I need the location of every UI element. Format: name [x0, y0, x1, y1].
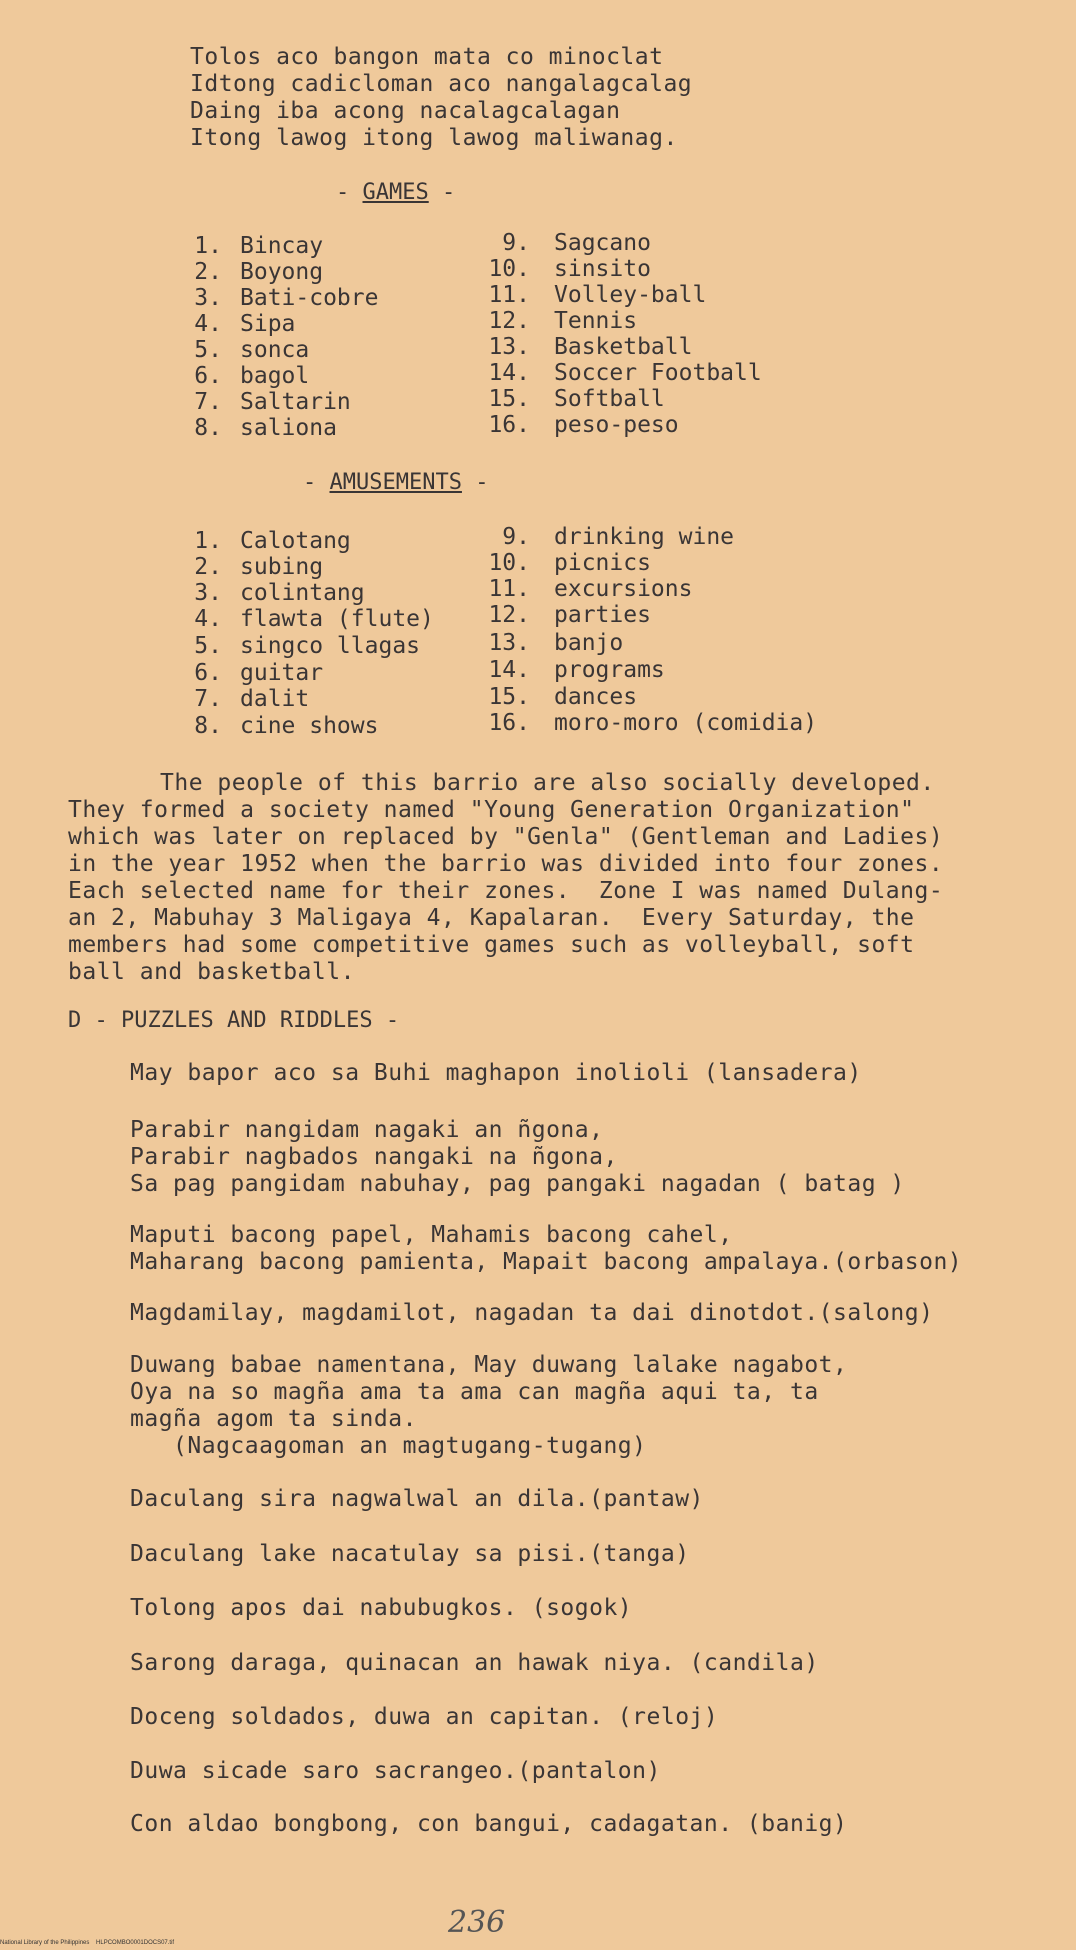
paragraph-line: Each selected name for their zones. Zone I was named Dulang-	[68, 878, 944, 904]
amusement-name: banjo	[554, 630, 624, 656]
game-name: Sipa	[240, 311, 296, 337]
riddle-line: Tolong apos dai nabubugkos. (sogok)	[130, 1595, 633, 1621]
poem-line: Idtong cadicloman aco nangalagcalag	[190, 71, 693, 97]
amusement-name: guitar	[240, 660, 324, 686]
game-number: 11.	[488, 282, 530, 308]
riddle-line: Con aldao bongbong, con bangui, cadagatan. (banig)	[130, 1811, 848, 1837]
game-number: 16.	[488, 412, 530, 438]
amusement-name: picnics	[554, 550, 651, 576]
game-name: Saltarin	[240, 389, 351, 415]
riddle-line: Duwang babae namentana, May duwang lalake nagabot,	[130, 1352, 848, 1378]
paragraph-line: which was later on replaced by "Genla" (Gentleman and Ladies)	[68, 824, 944, 850]
riddle-line: (Nagcaagoman an magtugang-tugang)	[130, 1433, 647, 1459]
amusement-number: 10.	[488, 550, 530, 576]
game-name: Basketball	[554, 334, 693, 360]
game-name: peso-peso	[554, 412, 679, 438]
riddles-heading: D - PUZZLES AND RIDDLES -	[68, 1008, 400, 1033]
amusement-number: 11.	[488, 576, 530, 602]
amusement-name: drinking wine	[554, 524, 735, 550]
amusement-name: dalit	[240, 686, 310, 712]
poem-line: Itong lawog itong lawog maliwanag.	[190, 125, 678, 151]
riddle-line: Sa pag pangidam nabuhay, pag pangaki nagadan ( batag )	[130, 1171, 905, 1197]
game-name: Softball	[554, 386, 665, 412]
amusement-name: dances	[554, 684, 638, 710]
game-name: Boyong	[240, 259, 324, 285]
game-name: Volley-ball	[554, 282, 707, 308]
game-number: 7.	[194, 389, 222, 415]
paragraph-line: in the year 1952 when the barrio was divided into four zones.	[68, 851, 944, 877]
game-name: sinsito	[554, 256, 651, 282]
game-number: 12.	[488, 308, 530, 334]
paragraph-line: members had some competitive games such as volleyball, soft	[68, 932, 915, 958]
paragraph-line: The people of this barrio are also socially developed.	[160, 770, 935, 796]
riddle-line: Maharang bacong pamienta, Mapait bacong ampalaya.(orbason)	[130, 1249, 963, 1275]
game-number: 10.	[488, 256, 530, 282]
amusement-number: 16.	[488, 710, 530, 736]
amusement-number: 4.	[194, 606, 222, 632]
game-name: Sagcano	[554, 230, 651, 256]
game-number: 15.	[488, 386, 530, 412]
paragraph-line: an 2, Mabuhay 3 Maligaya 4, Kapalaran. Every Saturday, the	[68, 905, 915, 931]
games-title: GAMES	[362, 180, 429, 205]
poem-line: Daing iba acong nacalagcalagan	[190, 98, 621, 124]
page-number: 236	[448, 1905, 506, 1940]
game-number: 8.	[194, 415, 222, 441]
amusements-heading: - AMUSEMENTS -	[303, 470, 489, 495]
riddle-line: Magdamilay, magdamilot, nagadan ta dai dinotdot.(salong)	[130, 1300, 934, 1326]
amusement-number: 1.	[194, 528, 222, 554]
amusement-name: singco llagas	[240, 633, 421, 659]
paragraph-line: They formed a society named "Young Generation Organization"	[68, 797, 915, 823]
amusement-name: flawta (flute)	[240, 606, 434, 632]
amusement-number: 9.	[502, 524, 530, 550]
footer-caption: National Library of the Philippines HLPCOMBO0001DOCS07.tif	[0, 1940, 175, 1946]
amusement-number: 7.	[194, 686, 222, 712]
amusement-name: colintang	[240, 580, 365, 606]
amusement-number: 5.	[194, 633, 222, 659]
riddle-line: May bapor aco sa Buhi maghapon inolioli (lansadera)	[130, 1060, 862, 1086]
riddle-line: Parabir nagbados nangaki na ñgona,	[130, 1144, 618, 1170]
riddle-line: Maputi bacong papel, Mahamis bacong cahel,	[130, 1222, 733, 1248]
amusement-number: 14.	[488, 657, 530, 683]
paragraph-line: ball and basketball.	[68, 959, 355, 985]
poem-line: Tolos aco bangon mata co minoclat	[190, 44, 664, 70]
amusement-number: 2.	[194, 554, 222, 580]
riddle-line: Parabir nangidam nagaki an ñgona,	[130, 1117, 604, 1143]
amusement-number: 3.	[194, 580, 222, 606]
amusement-name: parties	[554, 602, 651, 628]
amusement-name: programs	[554, 657, 665, 683]
game-name: Tennis	[554, 308, 638, 334]
riddle-line: Doceng soldados, duwa an capitan. (reloj)	[130, 1704, 719, 1730]
game-number: 4.	[194, 311, 222, 337]
amusement-name: subing	[240, 554, 324, 580]
riddle-line: Duwa sicade saro sacrangeo.(pantalon)	[130, 1758, 661, 1784]
games-heading: - GAMES -	[336, 180, 456, 205]
amusement-name: Calotang	[240, 528, 351, 554]
riddle-line: Oya na so magña ama ta ama can magña aqui ta, ta	[130, 1379, 819, 1405]
amusement-name: moro-moro (comidia)	[554, 710, 818, 736]
game-name: Bati-cobre	[240, 285, 379, 311]
game-number: 9.	[502, 230, 530, 256]
game-number: 5.	[194, 337, 222, 363]
game-number: 2.	[194, 259, 222, 285]
amusement-number: 8.	[194, 713, 222, 739]
game-name: Soccer Football	[554, 360, 762, 386]
riddle-line: Daculang sira nagwalwal an dila.(pantaw)	[130, 1486, 704, 1512]
game-name: saliona	[240, 415, 337, 441]
riddle-line: Daculang lake nacatulay sa pisi.(tanga)	[130, 1541, 690, 1567]
game-number: 14.	[488, 360, 530, 386]
amusement-number: 13.	[488, 630, 530, 656]
game-number: 6.	[194, 363, 222, 389]
amusement-name: excursions	[554, 576, 693, 602]
game-name: bagol	[240, 363, 310, 389]
riddle-line: magña agom ta sinda.	[130, 1406, 417, 1432]
game-name: sonca	[240, 337, 310, 363]
game-number: 13.	[488, 334, 530, 360]
amusement-number: 15.	[488, 684, 530, 710]
game-name: Bincay	[240, 233, 324, 259]
riddle-line: Sarong daraga, quinacan an hawak niya. (candila)	[130, 1650, 819, 1676]
amusement-name: cine shows	[240, 713, 379, 739]
game-number: 3.	[194, 285, 222, 311]
amusement-number: 12.	[488, 602, 530, 628]
game-number: 1.	[194, 233, 222, 259]
amusement-number: 6.	[194, 660, 222, 686]
amusements-title: AMUSEMENTS	[329, 470, 462, 495]
